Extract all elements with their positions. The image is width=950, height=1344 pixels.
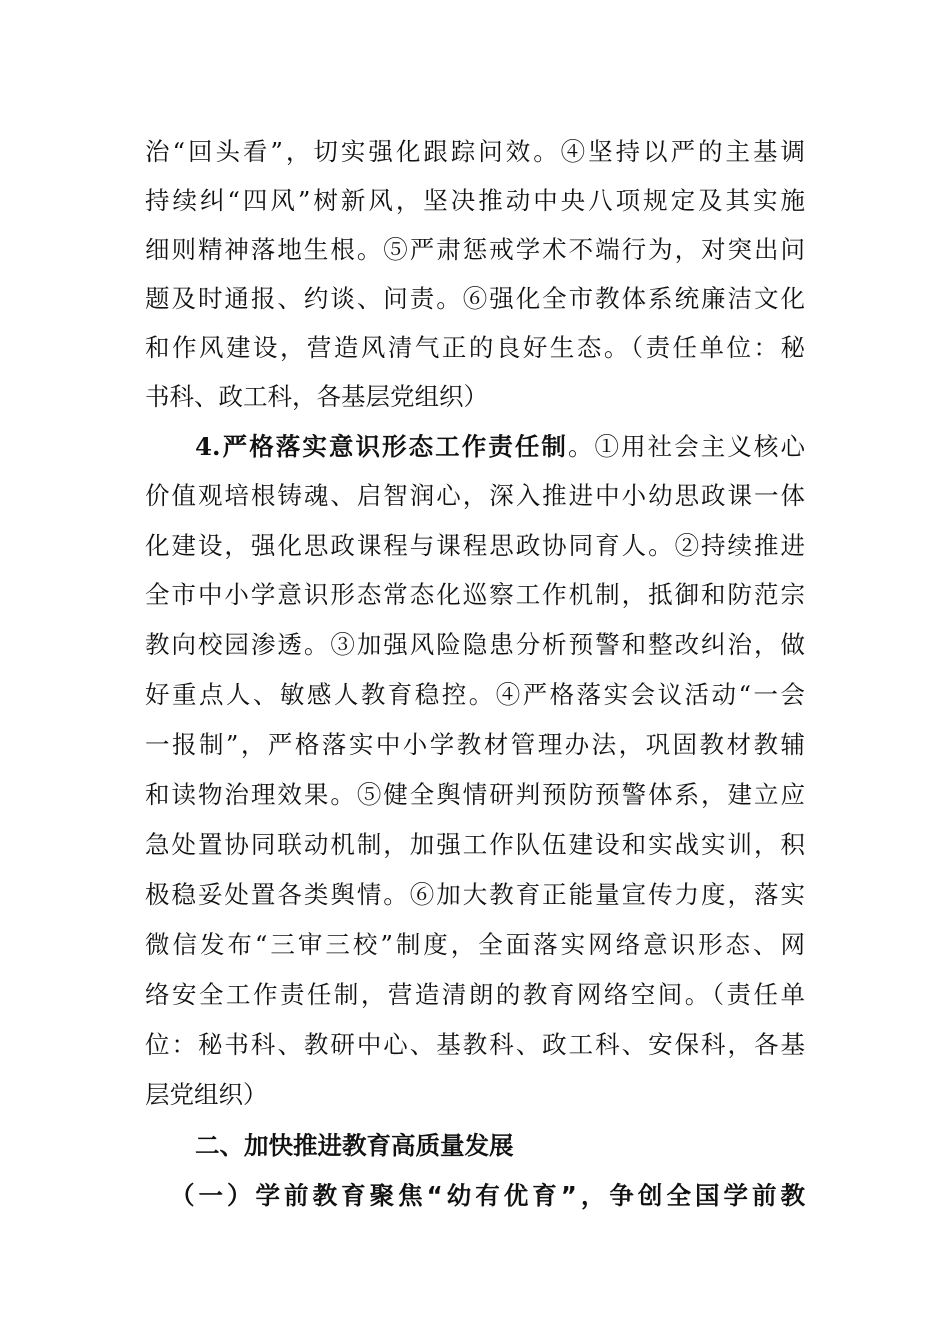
paragraph-line: 和作风建设，营造风清气正的良好生态。（责任单位：秘	[145, 333, 805, 362]
paragraph-line: 一报制”，严格落实中小学教材管理办法，巩固教材教辅	[145, 730, 805, 759]
paragraph-line: 化建设，强化思政课程与课程思政协同育人。②持续推进	[145, 531, 805, 560]
paragraph-line: 题及时通报、约谈、问责。⑥强化全市教体系统廉洁文化	[145, 284, 805, 313]
paragraph-line: 治“回头看”，切实强化跟踪问效。④坚持以严的主基调	[145, 137, 805, 166]
paragraph-line: 教向校园渗透。③加强风险隐患分析预警和整改纠治，做	[145, 630, 805, 659]
paragraph-line: 位：秘书科、教研中心、基教科、政工科、安保科，各基	[145, 1030, 805, 1059]
paragraph-line: 极稳妥处置各类舆情。⑥加大教育正能量宣传力度，落实	[145, 880, 805, 909]
paragraph-line: 书科、政工科，各基层党组织）	[145, 382, 488, 411]
section-heading: 二、加快推进教育高质量发展	[195, 1131, 514, 1160]
paragraph-line: 和读物治理效果。⑤健全舆情研判预防预警体系，建立应	[145, 780, 805, 809]
paragraph-line: 层党组织）	[145, 1080, 268, 1109]
paragraph-line: 持续纠“四风”树新风，坚决推动中央八项规定及其实施	[145, 186, 805, 215]
item-4-first-line-rest: 。①用社会主义核心	[567, 432, 805, 461]
subsection-heading: （一）学前教育聚焦“幼有优育”，争创全国学前教	[170, 1181, 805, 1210]
paragraph-line: 急处置协同联动机制，加强工作队伍建设和实战实训，积	[145, 830, 805, 859]
item-4-first-line	[195, 423, 805, 471]
paragraph-line: 细则精神落地生根。⑤严肃惩戒学术不端行为，对突出问	[145, 235, 805, 264]
paragraph-line: 全市中小学意识形态常态化巡察工作机制，抵御和防范宗	[145, 580, 805, 609]
paragraph-line: 价值观培根铸魂、启智润心，深入推进中小幼思政课一体	[145, 481, 805, 510]
paragraph-line: 微信发布“三审三校”制度，全面落实网络意识形态、网	[145, 930, 805, 959]
paragraph-line: 好重点人、敏感人教育稳控。④严格落实会议活动“一会	[145, 680, 805, 709]
item-4-heading: 4.严格落实意识形态工作责任制	[195, 432, 568, 461]
paragraph-line: 络安全工作责任制，营造清朗的教育网络空间。（责任单	[145, 980, 805, 1009]
